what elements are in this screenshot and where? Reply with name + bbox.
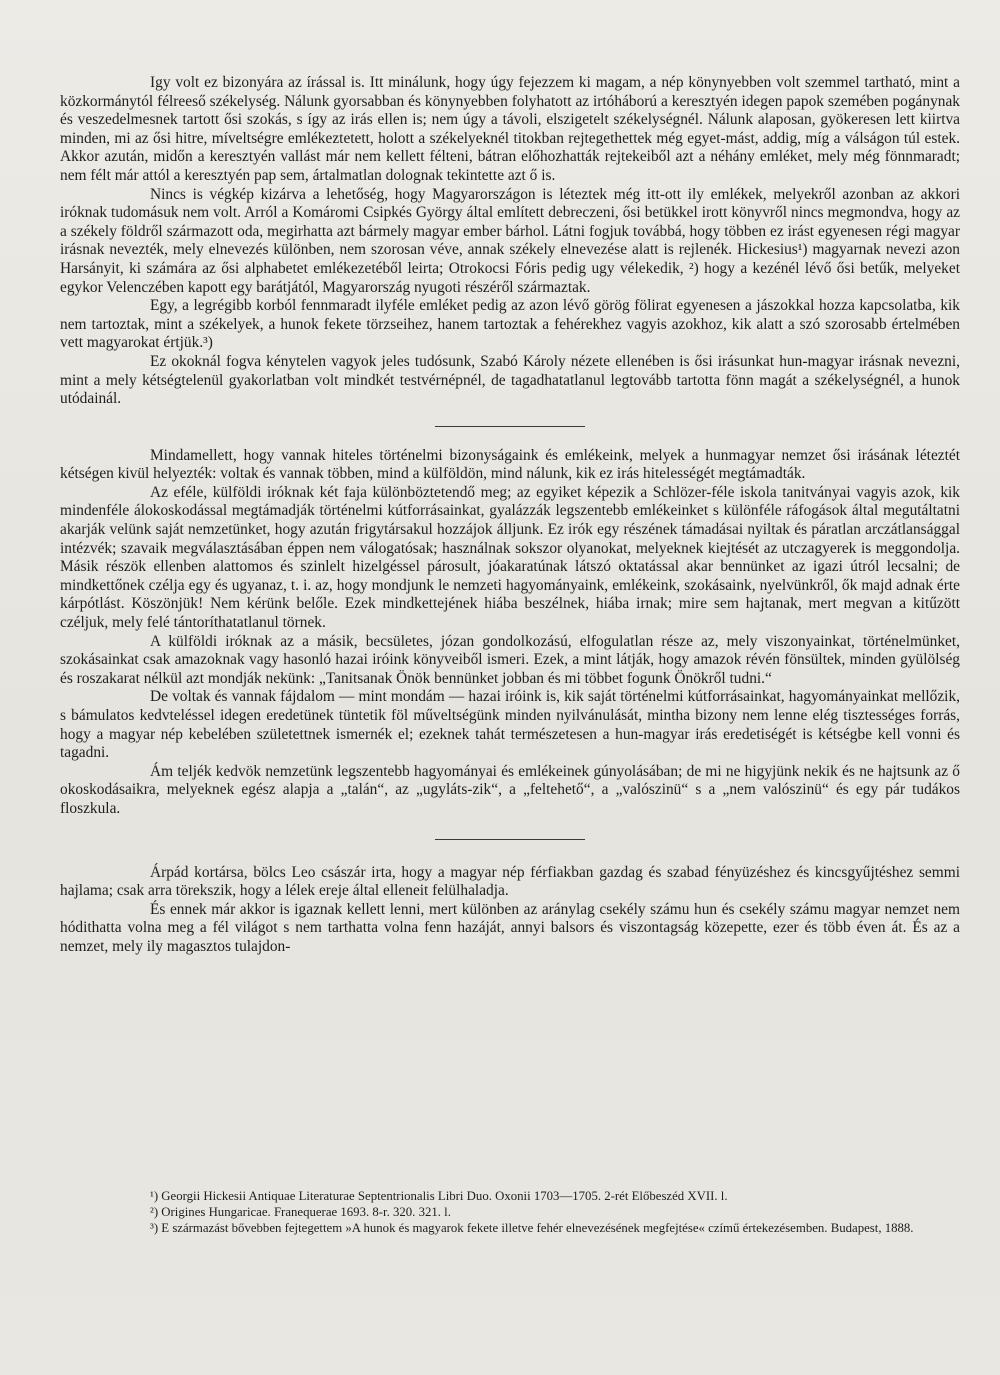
paragraph: Igy volt ez bizonyára az írással is. Itt minálunk, hogy úgy fejezzem ki magam, a nép könynyebben volt szemmel tartható, mint a közkormánytól félreeső székelység. Nálunk gyorsabban és könynyebben folyhatott az irtóháború a keresztyén idegen papok szemében pogánynak és veszedelmesnek tartott ősi szokás, s így az irás ellen is; nem úgy a távoli, elszigetelt székelységnél. Nálunk alaposan, gyökeresen lett kiirtva minden, mi az ősi hitre, míveltségre emlékeztetett, holott a székelyeknél titokban rejtegethettek még egyet-mást, addig, míg a válságon túl estek. Akkor azután, midőn a keresztyén vallást már nem kellett félteni, bátran előhozhatták rejtekeiből azt a néhány emléket, mely még fönnmaradt; nem félt már attól a keresztyén pap sem, ártalmatlan dolognak tekintette azt ő is. bbox=[60, 74, 960, 184]
footnote: ²) Origines Hungaricae. Franequerae 1693. 8-r. 320. 321. l. bbox=[150, 1205, 451, 1219]
section-leo bbox=[60, 864, 960, 957]
footnote: ³) E származást bővebben fejtegettem »A hunok és magyarok fekete illetve fehér elnevezésének megfejtése« czímű értekezésemben. Budapest, 1888. bbox=[150, 1221, 914, 1235]
paragraph: A külföldi iróknak az a másik, becsületes, józan gondolkozású, elfogulatlan része az, mely viszonyainkat, történelmünket, szokásainkat csak amazoknak vagy hasonló hazai iróink könyveiből ismeri. Ezek, a mint látják, hogy amazok révén fönsültek, minden gyülölség és roszakarat nélkül azt mondják nekünk: „Tanitsanak Önök bennünket jobban és mi többet fogunk Önökről tudni.“ bbox=[60, 632, 960, 687]
paragraph: Ám teljék kedvök nemzetünk legszentebb hagyományai és emlékeinek gúnyolásában; de mi ne higyjünk nekik és ne hajtsunk az ő okoskodásaikra, melyeknek egész alapja a „talán“, az „ugyláts-zik“, a „feltehető“, a „valószinü“ s a „nem valószinü“ és egy pár tudákos floszkula. bbox=[60, 762, 960, 817]
footnote: ¹) Georgii Hickesii Antiquae Literaturae Septentrionalis Libri Duo. Oxonii 1703—1705. 2-rét Előbeszéd XVII. l. bbox=[150, 1189, 728, 1203]
paragraph: Egy, a legrégibb korból fennmaradt ilyféle emléket pedig az azon lévő görög fölirat egyenesen a jászokkal hozza kapcsolatba, kik nem tartoztak, mint a székelyek, a hunok fekete törzseihez, hanem tartoztak a fehérekhez vagyis azokhoz, kik alatt a szó szorosabb értelmében vett magyarokat értjük.³) bbox=[60, 297, 960, 352]
paragraph: Nincs is végkép kizárva a lehetőség, hogy Magyarországon is léteztek még itt-ott ily emlékek, melyekről azonban az akkori iróknak tudomásuk nem volt. Arról a Komáromi Csipkés György által említett debreczeni, ősi betükkel irott könyvről nincs megmondva, hogy az a székely földről származott oda, megirhatta azt bármely magyar ember bárhol. Látni fogjuk továbbá, hogy többen ez irást egyenesen régi magyar irásnak nevezték, mely elnevezés különben, nem szorosan véve, annak székely elnevezése alatt is rejlenék. Hickesius¹) magyarnak nevezi azon Harsányit, ki számára az ősi alphabetet emlékezetéből leirta; Otrokocsi Fóris pedig ugy vélekedik, ²) hogy a kezénél lévő ősi betűk, melyeket egykor Velenczében kapott egy barátjától, Magyarország nyugoti részéről származtak. bbox=[60, 185, 960, 296]
paragraph: Ez okoknál fogva kénytelen vagyok jeles tudósunk, Szabó Károly nézete ellenében is ősi irásunkat hun-magyar irásnak nevezni, mint a mely kétségtelenül gyakorlatban volt mindkét testvérnépnél, de tagadhatatlanul legtovább tartotta fönn magát a székelységnél, a hunok utódainál. bbox=[60, 352, 960, 408]
section-script-origins bbox=[60, 74, 960, 409]
section-divider bbox=[435, 426, 585, 427]
paragraph: De voltak és vannak fájdalom — mint mondám — hazai iróink is, kik saját történelmi kútforrásainkat, hagyományainkat mellőzik, s bámulatos kedvteléssel idegen eredetünek tüntetik föl műveltségünk minden nyilvánulását, mintha bizony nem lenne elég tisztességes forrás, hogy a magyar nép kebelében születettnek ismernék el; ezeknek tahát természetesen a hun-magyar irás eredetiségét is kétségbe kell vonni és tagadni. bbox=[60, 688, 960, 762]
main-text bbox=[60, 74, 960, 957]
paragraph: Árpád kortársa, bölcs Leo császár irta, hogy a magyar nép férfiakban gazdag és szabad fényüzéshez és kincsgyűjtéshez semmi hajlama; csak arra törekszik, hogy a lélek ereje által elleneit felülhaladja. bbox=[60, 863, 960, 900]
paragraph: Mindamellett, hogy vannak hiteles történelmi bizonyságaink és emlékeink, melyek a hunmagyar nemzet ősi irásának léteztét kétségen kivül helyezték: voltak és vannak többen, mind a külföldön, mind nálunk, kik ez irás hitelességét megtámadták. bbox=[60, 446, 960, 483]
paragraph: Az eféle, külföldi iróknak két faja különböztetendő meg; az egyiket képezik a Schlözer-féle iskola tanitványai vagyis azok, kik mindenféle álokoskodással megtámadják történelmi kútforrásainkat, gyalázzák legszentebb emlékeinket s különféle ráfogások által megutáltatni akarják velünk saját nemzetünket, hogy azután frigytársakul hozzájok álljunk. Ez irók egy részének támadásai nyiltak és páratlan arczátlansággal intézvék; szavaik megválasztásában éppen nem válogatósak; használnak sokszor olyanokat, melyeknek kiejtését az utczagyerek is meggondolja. Másik részök ellenben alattomos és szinlelt hizelgéssel párosult, jóakaratúnak látszó oktatással akar bennünket az igazi útról lecsalni; de mindkettőnek czélja egy és ugyanaz, t. i. az, hogy mondjunk le nemzeti hagyományaink, emlékeink, szokásaink, nyelvünkről, ők majd adnak érte kárpótlást. Köszönjük! Nem kérünk belőle. Ezek mindkettejének hiába beszélnek, hiába irnak; mire sem hajtanak, mert megvan a kitűzött czéljuk, mely felé tántoríthatatlanul törnek. bbox=[60, 483, 960, 632]
footnotes bbox=[60, 1188, 960, 1236]
section-divider bbox=[435, 839, 585, 840]
section-critics bbox=[60, 447, 960, 819]
paragraph: És ennek már akkor is igaznak kellett lenni, mert különben az aránylag csekély számu hun és csekély számu magyar nemzet nem hódithatta volna meg a fél világot s nem tarthatta volna fenn hazáját, annyi balsors és viszontagság közepette, ezer és több éven át. És az a nemzet, mely ily magasztos tulajdon- bbox=[60, 900, 960, 955]
